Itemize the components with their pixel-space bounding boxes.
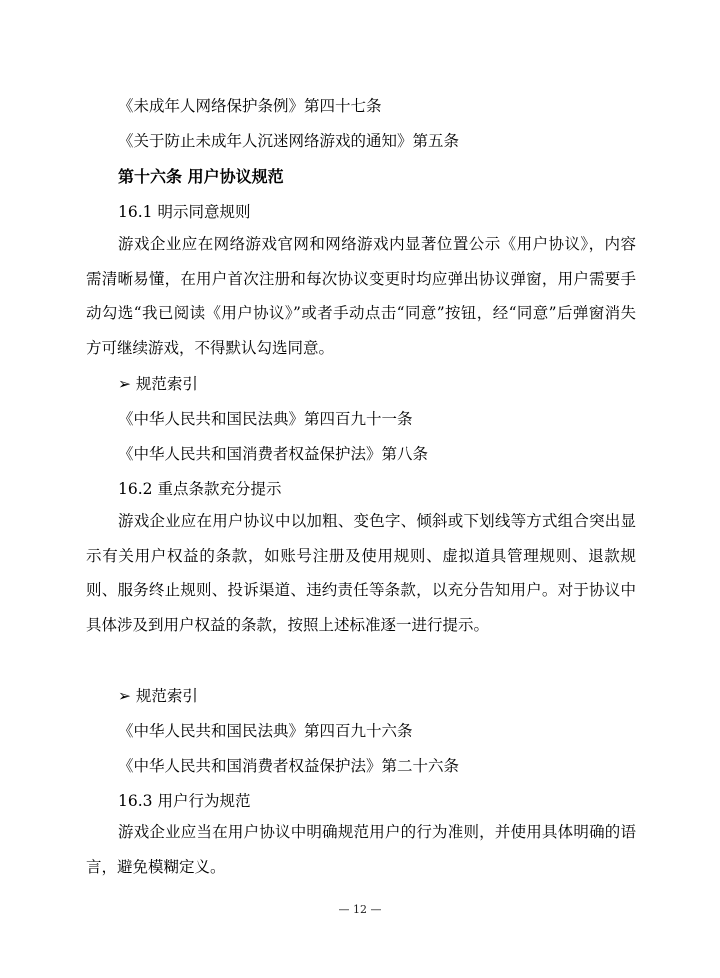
reference-line: 《中华人民共和国民法典》第四百九十六条 bbox=[118, 722, 413, 740]
page-number: — 12 — bbox=[338, 903, 382, 916]
section-title-16-3: 16.3 用户行为规范 bbox=[118, 792, 251, 810]
section-title-16-1: 16.1 明示同意规则 bbox=[118, 203, 251, 221]
section-body-16-3: 游戏企业应当在用户协议中明确规范用户的行为准则，并使用具体明确的语言，避免模糊定义。 bbox=[86, 823, 636, 876]
norm-index-label: ➢ 规范索引 bbox=[118, 687, 198, 705]
norm-index-label: ➢ 规范索引 bbox=[118, 375, 198, 393]
article-heading: 第十六条 用户协议规范 bbox=[118, 167, 284, 186]
reference-line: 《中华人民共和国消费者权益保护法》第二十六条 bbox=[118, 757, 460, 775]
section-title-16-2: 16.2 重点条款充分提示 bbox=[118, 480, 282, 498]
reference-line: 《中华人民共和国消费者权益保护法》第八条 bbox=[118, 445, 429, 463]
reference-line: 《未成年人网络保护条例》第四十七条 bbox=[118, 97, 382, 115]
reference-line: 《中华人民共和国民法典》第四百九十一条 bbox=[118, 410, 413, 428]
section-body-16-2: 游戏企业应在用户协议中以加粗、变色字、倾斜或下划线等方式组合突出显示有关用户权益的条款，如账号注册及使用规则、虚拟道具管理规则、退款规则、服务终止规则、投诉渠道、违约责任等条款，以充分告知用户。对于协议中具体涉及到用户权益的条款，按照上述标准逐一进行提示。 bbox=[86, 512, 636, 634]
reference-line: 《关于防止未成年人沉迷网络游戏的通知》第五条 bbox=[118, 132, 460, 150]
section-body-16-1: 游戏企业应在网络游戏官网和网络游戏内显著位置公示《用户协议》，内容需清晰易懂，在用户首次注册和每次协议变更时均应弹出协议弹窗，用户需要手动勾选“我已阅读《用户协议》”或者手动点击“同意”按钮，经“同意”后弹窗消失方可继续游戏，不得默认勾选同意。 bbox=[86, 235, 636, 357]
